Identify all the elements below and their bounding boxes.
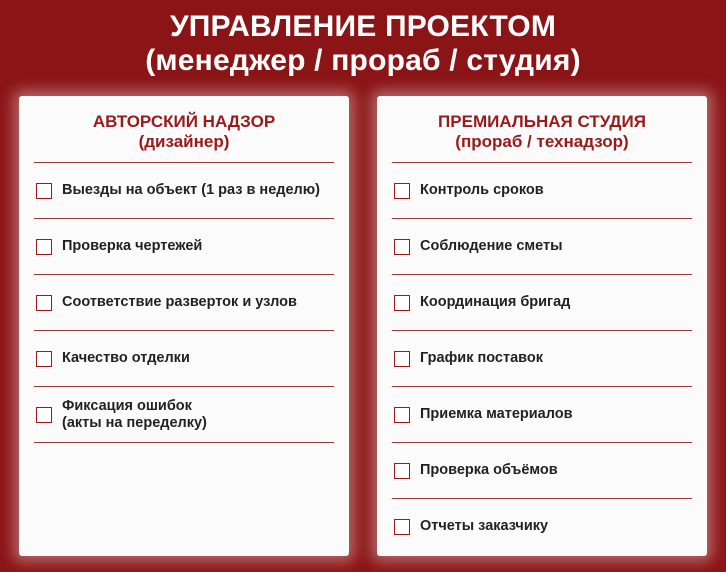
- checkbox[interactable]: [394, 295, 410, 311]
- card-author-supervision: [19, 96, 349, 556]
- checklist-item-label: Приемка материалов: [420, 406, 573, 422]
- page-subtitle: (менеджер / прораб / студия): [145, 44, 581, 77]
- card-title: ПРЕМИАЛЬНАЯ СТУДИЯ: [438, 112, 646, 131]
- card-premium-studio: [377, 96, 707, 556]
- checklist-item-label: Координация бригад: [420, 294, 571, 310]
- checklist-item[interactable]: [392, 387, 692, 443]
- checklist: [34, 162, 334, 443]
- checkbox[interactable]: [394, 463, 410, 479]
- checklist-item-label: Контроль сроков: [420, 182, 544, 198]
- checklist-item-label: Фиксация ошибок (акты на переделку): [62, 397, 207, 431]
- checklist-item[interactable]: [392, 499, 692, 554]
- checkbox[interactable]: [394, 351, 410, 367]
- page-title: УПРАВЛЕНИЕ ПРОЕКТОМ: [169, 10, 557, 43]
- checklist-item-label: Качество отделки: [62, 350, 190, 366]
- checklist-item[interactable]: [392, 331, 692, 387]
- checklist-item[interactable]: [34, 275, 334, 331]
- checklist-item-label: Отчеты заказчику: [420, 518, 549, 534]
- checkbox[interactable]: [394, 407, 410, 423]
- checklist-item[interactable]: [34, 163, 334, 219]
- checkbox[interactable]: [36, 407, 52, 423]
- checklist-item[interactable]: [34, 331, 334, 387]
- checklist-item[interactable]: [392, 163, 692, 219]
- checkbox[interactable]: [36, 351, 52, 367]
- card-title: АВТОРСКИЙ НАДЗОР: [92, 112, 276, 131]
- checklist-item-label: Проверка объёмов: [420, 462, 558, 478]
- checklist-item[interactable]: [34, 219, 334, 275]
- checkbox[interactable]: [36, 295, 52, 311]
- checkbox[interactable]: [394, 183, 410, 199]
- card-subtitle: (прораб / технадзор): [455, 132, 629, 151]
- card-subtitle: (дизайнер): [138, 132, 230, 151]
- card-header: [19, 112, 349, 152]
- checklist-item[interactable]: [392, 275, 692, 331]
- checklist-item[interactable]: [34, 387, 334, 443]
- checkbox[interactable]: [36, 183, 52, 199]
- checklist-item[interactable]: [392, 443, 692, 499]
- checklist: [392, 162, 692, 554]
- checklist-item-label: График поставок: [420, 350, 543, 366]
- checklist-item-label: Соблюдение сметы: [420, 238, 563, 254]
- checklist-item-label: Соответствие разверток и узлов: [62, 294, 297, 310]
- checkbox[interactable]: [394, 239, 410, 255]
- checklist-item[interactable]: [392, 219, 692, 275]
- checklist-item-label: Проверка чертежей: [62, 238, 203, 254]
- checkbox[interactable]: [36, 239, 52, 255]
- checklist-item-label: Выезды на объект (1 раз в неделю): [62, 182, 320, 198]
- card-header: [377, 112, 707, 152]
- checkbox[interactable]: [394, 519, 410, 535]
